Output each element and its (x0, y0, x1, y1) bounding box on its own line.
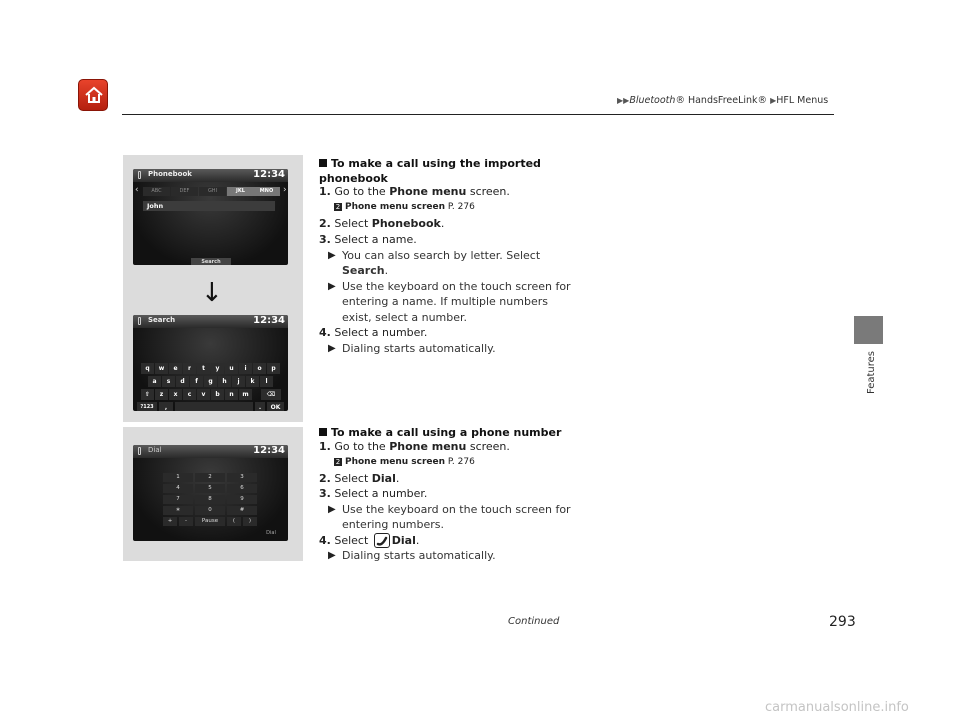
s2-sub4: ▶ Dialing starts automatically. (328, 549, 496, 562)
key[interactable]: n (225, 389, 238, 400)
pause-key[interactable]: Pause (195, 517, 225, 526)
arrow-right-icon: ▶ (328, 504, 336, 515)
dial-screenshot (123, 427, 303, 561)
key[interactable]: k (246, 376, 259, 387)
s1-ref[interactable]: 2 Phone menu screen P. 276 (335, 202, 475, 212)
header-divider (122, 114, 834, 115)
arrow-right-icon: ▶ (328, 250, 336, 261)
screen-title: Dial (148, 446, 162, 454)
key[interactable]: u (225, 363, 238, 374)
dial-key[interactable]: 3 (227, 473, 257, 482)
phone-dial-icon (374, 533, 390, 548)
breadcrumb (617, 95, 828, 106)
home-button[interactable] (78, 79, 108, 111)
reference-icon: 2 (335, 203, 341, 211)
key[interactable]: . (255, 402, 265, 411)
breadcrumb-arrow: ▶ (770, 96, 777, 105)
backspace-key[interactable]: ⌫ (261, 389, 281, 400)
key[interactable]: e (169, 363, 182, 374)
s1-sub4: ▶ Dialing starts automatically. (328, 342, 496, 355)
screen-title: Search (148, 316, 176, 324)
tab-def[interactable]: DEF (171, 187, 198, 196)
dial-key[interactable]: 5 (195, 484, 225, 493)
section2-title: To make a call using a phone number (319, 425, 579, 440)
key[interactable]: h (218, 376, 231, 387)
dial-key[interactable]: 9 (227, 495, 257, 504)
search-screen (133, 315, 288, 411)
chapter-label: Features (866, 351, 877, 394)
dial-key[interactable]: ( (227, 517, 241, 526)
s2-sub3-l2: entering numbers. (342, 518, 445, 531)
key[interactable]: b (211, 389, 224, 400)
breadcrumb-hfl[interactable]: ® HandsFreeLink® (675, 95, 768, 106)
search-button[interactable]: Search (191, 258, 231, 265)
home-icon (84, 85, 104, 105)
s2-step1: 1. Go to the Phone menu screen. (319, 440, 510, 453)
page-number: 293 (829, 614, 856, 630)
tab-ghi[interactable]: GHI (199, 187, 226, 196)
dial-key[interactable]: 1 (163, 473, 193, 482)
breadcrumb-bluetooth[interactable]: Bluetooth (629, 95, 676, 106)
dial-key[interactable]: 0 (195, 506, 225, 515)
arrow-right-icon: ▶ (328, 281, 336, 292)
s2-ref[interactable]: 2 Phone menu screen P. 276 (335, 457, 475, 467)
title-bar (133, 445, 288, 458)
symbols-key[interactable]: ?123 (137, 402, 157, 411)
key[interactable]: y (211, 363, 224, 374)
chevron-right-icon[interactable]: › (283, 185, 287, 195)
key[interactable]: p (267, 363, 280, 374)
watermark: carmanualsonline.info (765, 700, 909, 715)
s2-step4: 4. Select Dial. (319, 534, 420, 547)
dial-key[interactable]: ∗ (163, 506, 193, 515)
s1-step4: 4. Select a number. (319, 326, 428, 339)
s1-step3: 3. Select a name. (319, 233, 417, 246)
dial-key[interactable]: # (227, 506, 257, 515)
s1-sub3b-l3: exist, select a number. (342, 311, 468, 324)
letter-tabs (135, 185, 287, 197)
phonebook-screen (133, 169, 288, 265)
key[interactable]: , (159, 402, 173, 411)
arrow-down-icon: ↓ (201, 278, 223, 308)
dial-button[interactable]: Dial (266, 530, 276, 536)
arrow-right-icon: ▶ (328, 550, 336, 561)
clock: 12:34 (253, 169, 285, 180)
key[interactable]: x (169, 389, 182, 400)
bullet-square-icon (319, 428, 327, 436)
key[interactable]: g (204, 376, 217, 387)
key[interactable]: i (239, 363, 252, 374)
bullet-square-icon (319, 159, 327, 167)
chevron-left-icon[interactable]: ‹ (135, 185, 139, 195)
breadcrumb-arrow: ▶▶ (617, 96, 630, 105)
s1-step2: 2. Select Phonebook. (319, 217, 445, 230)
screen-title: Phonebook (148, 170, 192, 178)
key[interactable]: a (148, 376, 161, 387)
shift-key[interactable]: ⇧ (141, 389, 154, 400)
key[interactable]: q (141, 363, 154, 374)
key[interactable]: d (176, 376, 189, 387)
phone-icon (138, 447, 141, 455)
s2-step2: 2. Select Dial. (319, 472, 400, 485)
s1-step1: 1. Go to the Phone menu screen. (319, 185, 510, 198)
continued-label: Continued (508, 616, 560, 627)
s2-sub3: ▶ Use the keyboard on the touch screen for (328, 503, 571, 516)
key[interactable]: l (260, 376, 273, 387)
space-key[interactable] (175, 402, 253, 411)
key[interactable]: o (253, 363, 266, 374)
key[interactable]: j (232, 376, 245, 387)
s1-sub3a: ▶ You can also search by letter. Select (328, 249, 541, 262)
dial-key[interactable]: 7 (163, 495, 193, 504)
arrow-right-icon: ▶ (328, 343, 336, 354)
key[interactable]: c (183, 389, 196, 400)
contact-row[interactable]: John (143, 201, 275, 211)
key[interactable]: w (155, 363, 168, 374)
dial-key[interactable]: ) (243, 517, 257, 526)
tab-abc[interactable]: ABC (143, 187, 170, 196)
key[interactable]: s (162, 376, 175, 387)
dial-key[interactable]: 4 (163, 484, 193, 493)
key[interactable]: t (197, 363, 210, 374)
dial-key[interactable]: 2 (195, 473, 225, 482)
s2-step3: 3. Select a number. (319, 487, 428, 500)
dial-key[interactable]: 8 (195, 495, 225, 504)
dial-key[interactable]: - (179, 517, 193, 526)
phone-icon (138, 317, 141, 325)
title-bar (133, 169, 288, 182)
clock: 12:34 (253, 445, 285, 456)
key[interactable]: z (155, 389, 168, 400)
phone-icon (138, 171, 141, 179)
s1-sub3b-l2: entering a name. If multiple numbers (342, 295, 548, 308)
dial-screen (133, 445, 288, 541)
dial-key[interactable]: 6 (227, 484, 257, 493)
s1-sub3a-cont: Search. (342, 264, 389, 277)
title-bar (133, 315, 288, 328)
s1-sub3b: ▶ Use the keyboard on the touch screen for (328, 280, 571, 293)
clock: 12:34 (253, 315, 285, 326)
dial-key[interactable]: + (163, 517, 177, 526)
ok-key[interactable]: OK (267, 402, 284, 411)
tab-jkl[interactable]: JKL (227, 187, 254, 196)
tab-mno[interactable]: MNO (253, 187, 280, 196)
key[interactable]: m (239, 389, 252, 400)
key[interactable]: v (197, 389, 210, 400)
breadcrumb-hfl-menus[interactable]: HFL Menus (776, 95, 829, 106)
chapter-tab[interactable] (854, 316, 883, 344)
section1-title: To make a call using the imported phonebook (319, 157, 541, 185)
key[interactable]: f (190, 376, 203, 387)
reference-icon: 2 (335, 458, 341, 466)
key[interactable]: r (183, 363, 196, 374)
